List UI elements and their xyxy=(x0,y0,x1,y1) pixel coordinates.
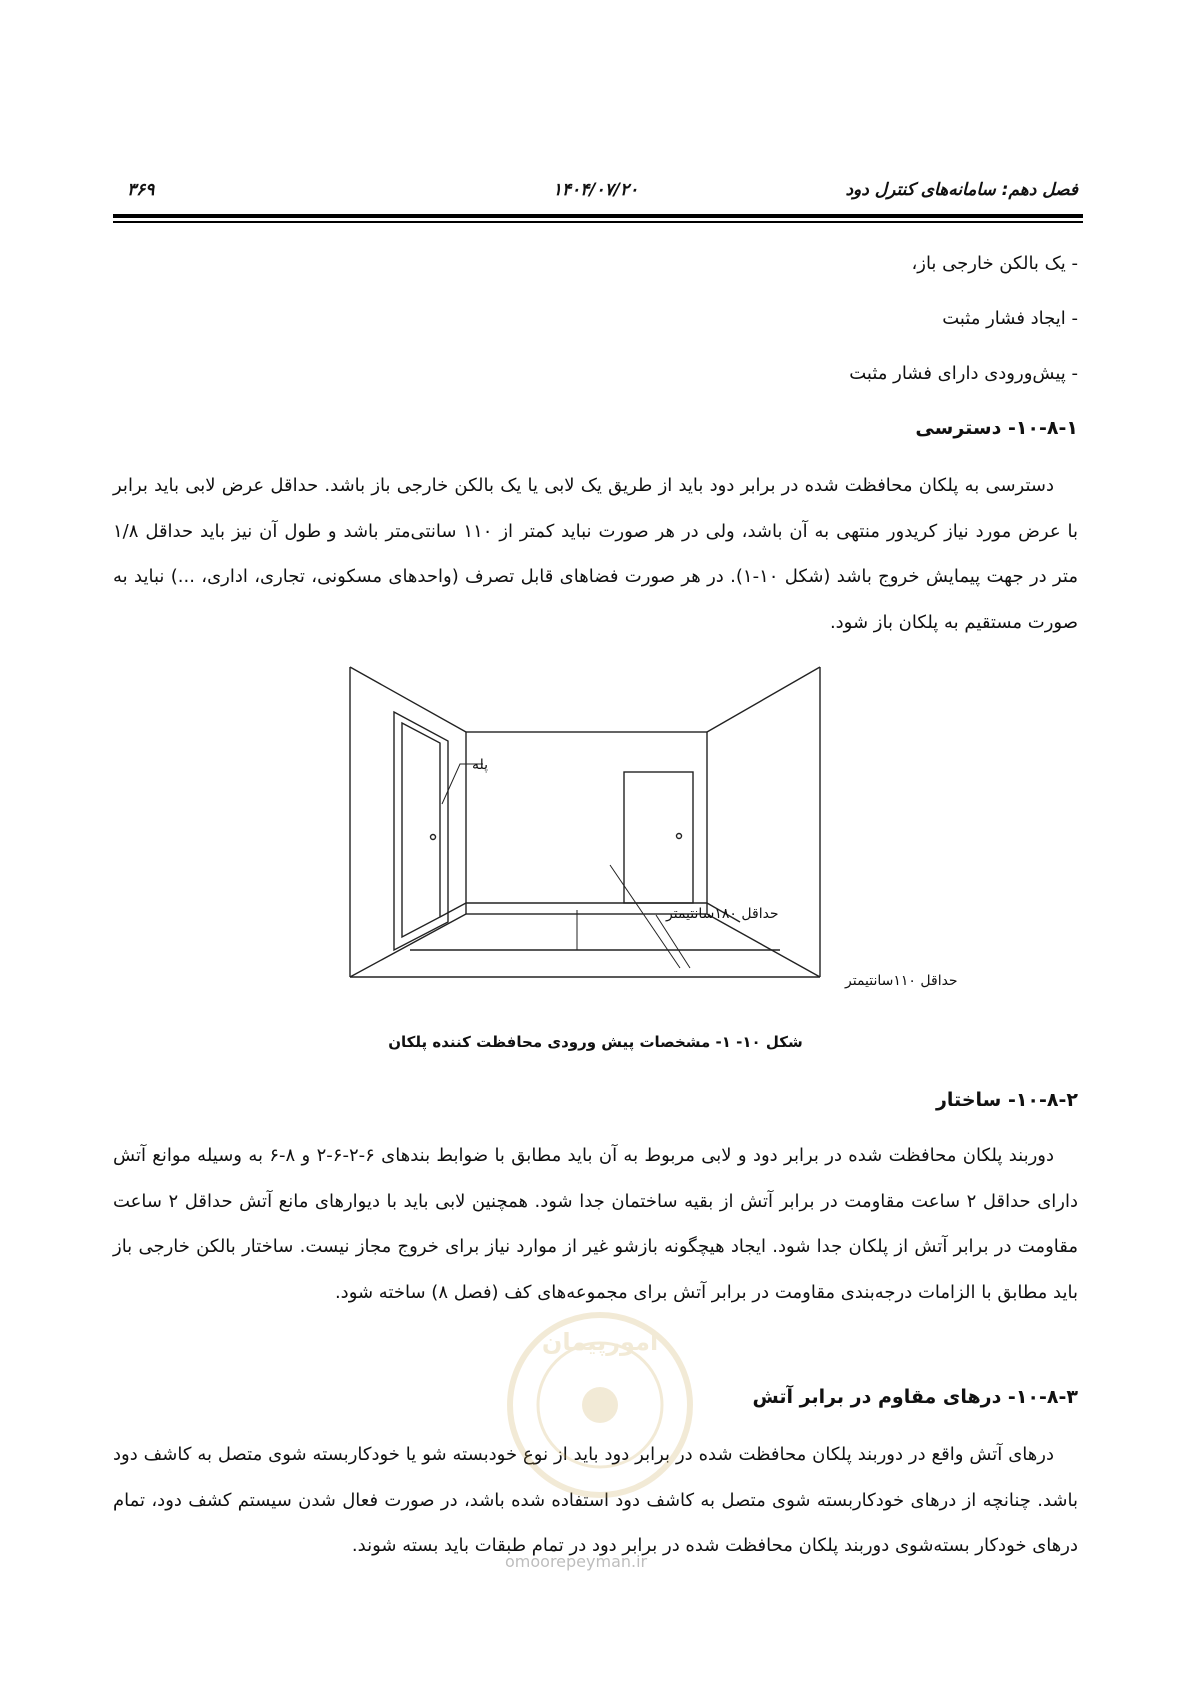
figure-label-width: حداقل ۱۱۰سانتیمتر xyxy=(845,973,958,989)
section-body: دسترسی به پلکان محافظت شده در برابر دود باید از طریق یک لابی یا یک بالکن خارجی باز باشد. حداقل عرض لابی باید برابر با عرض مورد نیاز کریدور منتهی به آن باشد، ولی در هر صورت نباید کمتر از ۱۱۰ سانتی‌متر باشد و طول آن نیز باید حداقل ۱/۸ متر در جهت پیمایش خروج باشد (شکل ۱۰-۱). در هر صورت فضاهای قابل تصرف (واحدهای مسکونی، تجاری، اداری، ...) نباید به صورت مستقیم به پلکان باز شود. xyxy=(113,475,1079,633)
figure-label-stair: پله xyxy=(471,757,488,773)
bullet-item: - پیش‌ورودی دارای فشار مثبت xyxy=(849,363,1078,384)
watermark-url: omoorepeyman.ir xyxy=(505,1552,648,1571)
bullet-item: - ایجاد فشار مثبت xyxy=(942,308,1078,329)
chapter-title: فصل دهم: سامانه‌های کنترل دود xyxy=(845,180,1078,200)
lobby-figure xyxy=(340,665,958,1003)
page-number: ۳۶۹ xyxy=(127,180,155,200)
section-heading: ۱۰-۸-۲- ساختار xyxy=(935,1089,1078,1111)
header-date: ۱۴۰۴/۰۷/۲۰ xyxy=(552,180,639,200)
figure-caption: شکل ۱۰- ۱- مشخصات پیش ورودی محافظت کننده پلکان xyxy=(388,1033,803,1051)
section-body: دوربند پلکان محافظت شده در برابر دود و لابی مربوط به آن باید مطابق با ضوابط بندهای ۶-۲-۶-۲ و ۸-۶ به وسیله موانع آتش دارای حداقل ۲ ساعت مقاومت در برابر آتش از بقیه ساختمان جدا شود. همچنین لابی باید با دیوارهای مانع آتش حداقل ۲ ساعت مقاومت در برابر آتش از پلکان جدا شود. ایجاد هیچگونه بازشو غیر از موارد نیاز برای خروج مجاز نیست. ساختار بالکن خارجی باز باید مطابق با الزامات درجه‌بندی مقاومت در برابر آتش برای مجموعه‌های کف (فصل ۸) ساخته شود. xyxy=(113,1145,1078,1303)
watermark-logo-text: امورپیمان xyxy=(541,1328,659,1356)
header-rule-thin xyxy=(113,221,1083,223)
section-heading: ۱۰-۸-۱- دسترسی xyxy=(915,417,1078,439)
bullet-item: - یک بالکن خارجی باز، xyxy=(911,253,1078,274)
section-heading: ۱۰-۸-۳- درهای مقاوم در برابر آتش xyxy=(752,1386,1078,1408)
section-body: درهای آتش واقع در دوربند پلکان محافظت شده در برابر دود باید از نوع خودبسته شو یا خودکاربسته شوی متصل به کاشف دود باشد. چنانچه از درهای خودکاربسته شوی متصل به کاشف دود استفاده شده باشد، در صورت فعال شدن سیستم کشف دود، تمام درهای خودکار بسته‌شوی دوربند پلکان محافظت شده در برابر دود در تمام طبقات باید بسته شوند. xyxy=(113,1444,1078,1556)
figure-label-length: حداقل ۱۸۰سانتیمتر xyxy=(666,906,779,922)
header-rule-thick xyxy=(113,214,1083,218)
